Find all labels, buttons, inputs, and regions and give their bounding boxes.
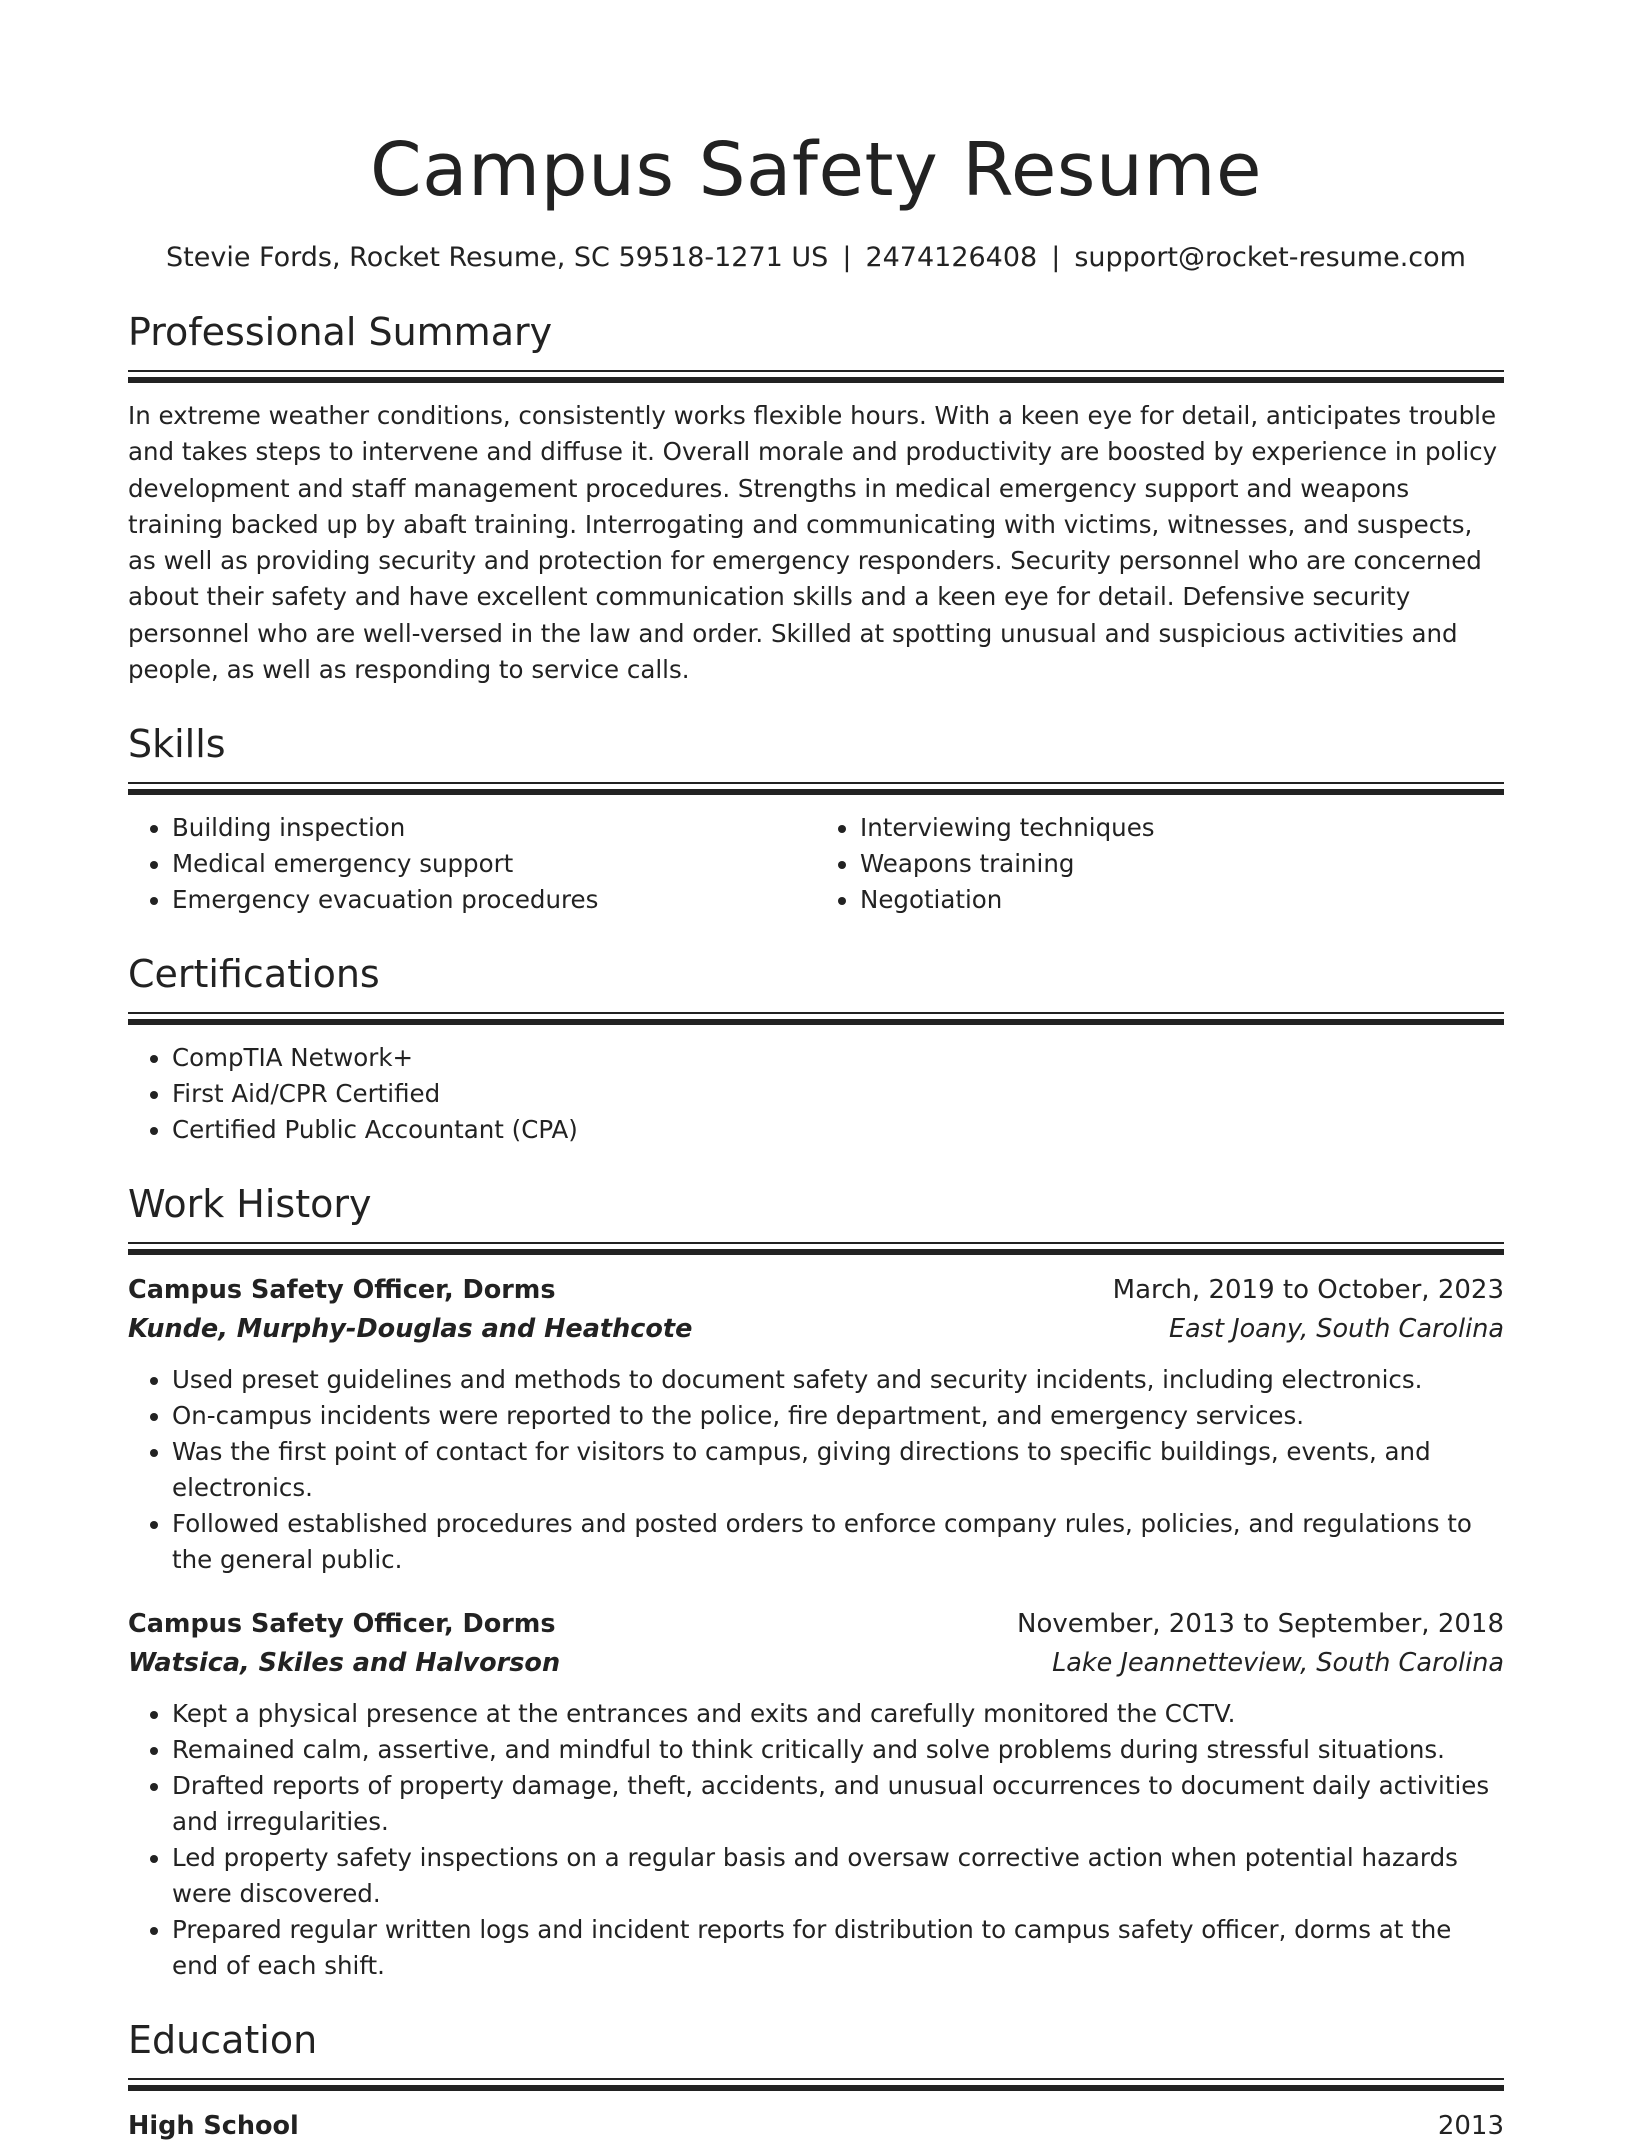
section-heading: Education bbox=[128, 2018, 318, 2063]
job-bullet: • On-campus incidents were reported to the police, fire department, and emergency services. bbox=[172, 1398, 1504, 1434]
education-section bbox=[128, 2014, 1504, 2146]
page-title: Campus Safety Resume bbox=[370, 127, 1262, 213]
job-bullet: • Followed established procedures and posted orders to enforce company rules, policies, and regulations to the general public. bbox=[172, 1506, 1504, 1578]
skill-item: • Interviewing techniques bbox=[860, 810, 1504, 846]
job-company: Kunde, Murphy-Douglas and Heathcote bbox=[128, 1314, 693, 1345]
job-bullet: • Remained calm, assertive, and mindful to think critically and solve problems during stressful situations. bbox=[172, 1732, 1504, 1768]
certification-item: • First Aid/CPR Certified bbox=[172, 1076, 1504, 1112]
certification-item: • Certified Public Accountant (CPA) bbox=[172, 1112, 1504, 1148]
job-location: East Joany, South Carolina bbox=[1168, 1314, 1504, 1345]
section-divider bbox=[128, 782, 1504, 796]
job-bullet: • Was the first point of contact for visitors to campus, giving directions to specific buildings, events, and electronics. bbox=[172, 1434, 1504, 1506]
skills-columns bbox=[128, 810, 1504, 918]
contact-address: Stevie Fords, Rocket Resume, SC 59518-1271 US bbox=[166, 242, 829, 273]
job-dates: November, 2013 to September, 2018 bbox=[1017, 1609, 1504, 1640]
job-dates: March, 2019 to October, 2023 bbox=[1112, 1275, 1504, 1306]
skill-item: • Medical emergency support bbox=[172, 846, 816, 882]
contact-separator: | bbox=[1051, 242, 1061, 273]
skills-list-right bbox=[816, 810, 1504, 918]
certifications-list bbox=[128, 1040, 1504, 1148]
work-history-section bbox=[128, 1178, 1504, 1984]
job-bullets bbox=[128, 1362, 1504, 1578]
job-bullet: • Drafted reports of property damage, theft, accidents, and unusual occurrences to document daily activities and irregularities. bbox=[172, 1768, 1504, 1840]
contact-separator: | bbox=[842, 242, 852, 273]
job-header-row bbox=[128, 1604, 1504, 1644]
job-bullet: • Used preset guidelines and methods to document safety and security incidents, including electronics. bbox=[172, 1362, 1504, 1398]
skill-item: • Weapons training bbox=[860, 846, 1504, 882]
education-year: 2013 bbox=[1437, 2111, 1504, 2142]
job-title: Campus Safety Officer, Dorms bbox=[128, 1275, 556, 1306]
job-entry bbox=[128, 1270, 1504, 1578]
section-divider bbox=[128, 1242, 1504, 1256]
certifications-section bbox=[128, 948, 1504, 1148]
job-bullets bbox=[128, 1696, 1504, 1984]
section-divider bbox=[128, 2078, 1504, 2092]
contact-phone: 2474126408 bbox=[865, 242, 1038, 273]
section-heading: Skills bbox=[128, 722, 226, 767]
job-company-row bbox=[128, 1644, 1504, 1682]
job-bullet: • Kept a physical presence at the entrances and exits and carefully monitored the CCTV. bbox=[172, 1696, 1504, 1732]
summary-text: In extreme weather conditions, consistently works flexible hours. With a keen eye for detail, anticipates trouble and takes steps to intervene and diffuse it. Overall morale and productivity are boosted by experience in policy development and staff management procedures. Strengths in medical emergency support and weapons training backed up by abaft training. Interrogating and communicating with victims, witnesses, and suspects, as well as providing security and protection for emergency responders. Security personnel who are concerned about their safety and have excellent communication skills and a keen eye for detail. Defensive security personnel who are well-versed in the law and order. Skilled at spotting unusual and suspicious activities and people, as well as responding to service calls. bbox=[128, 401, 1498, 685]
contact-line bbox=[128, 240, 1504, 276]
job-bullet: • Led property safety inspections on a regular basis and oversaw corrective action when potential hazards were discovered. bbox=[172, 1840, 1504, 1912]
section-divider bbox=[128, 370, 1504, 384]
section-heading: Certifications bbox=[128, 952, 380, 997]
skill-item: • Emergency evacuation procedures bbox=[172, 882, 816, 918]
job-title: Campus Safety Officer, Dorms bbox=[128, 1609, 556, 1640]
certification-item: • CompTIA Network+ bbox=[172, 1040, 1504, 1076]
section-heading: Professional Summary bbox=[128, 310, 553, 354]
skill-item: • Building inspection bbox=[172, 810, 816, 846]
job-company-row bbox=[128, 1310, 1504, 1348]
skills-list-left bbox=[128, 810, 816, 918]
job-location: Lake Jeannetteview, South Carolina bbox=[1052, 1648, 1504, 1679]
job-bullet: • Prepared regular written logs and incident reports for distribution to campus safety officer, dorms at the end of each shift. bbox=[172, 1912, 1504, 1984]
contact-email[interactable]: support@rocket-resume.com bbox=[1074, 242, 1466, 273]
skills-section bbox=[128, 718, 1504, 918]
education-row bbox=[128, 2106, 1504, 2146]
job-entry bbox=[128, 1604, 1504, 1984]
section-divider bbox=[128, 1012, 1504, 1026]
skill-item: • Negotiation bbox=[860, 882, 1504, 918]
education-degree: High School bbox=[128, 2111, 299, 2142]
job-header-row bbox=[128, 1270, 1504, 1310]
summary-section bbox=[128, 306, 1504, 688]
section-heading: Work History bbox=[128, 1182, 372, 1227]
job-company: Watsica, Skiles and Halvorson bbox=[128, 1648, 561, 1679]
